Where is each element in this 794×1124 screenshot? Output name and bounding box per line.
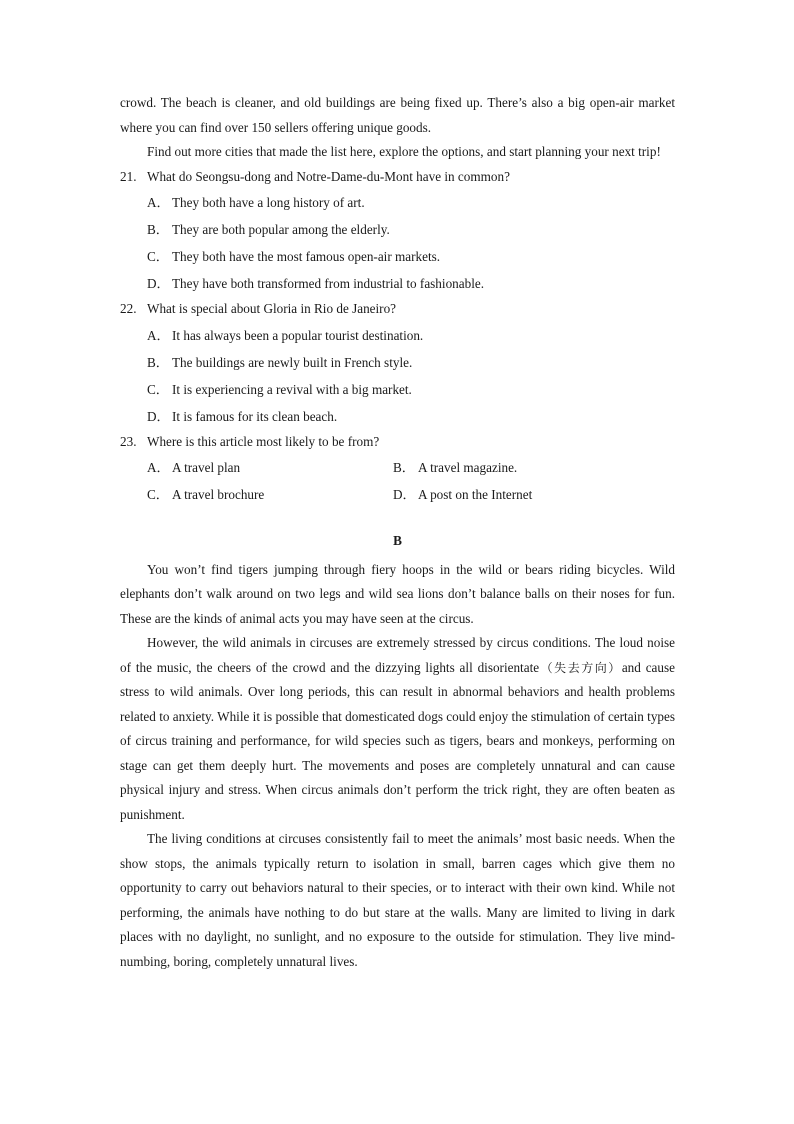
question-21 xyxy=(120,165,675,298)
intro-paragraph-2: Find out more cities that made the list here, explore the options, and start planning your next trip! xyxy=(147,144,661,159)
option-a xyxy=(120,322,675,349)
option-text: It is experiencing a revival with a big market. xyxy=(172,381,412,397)
chinese-gloss: （失去方向） xyxy=(539,660,622,675)
paragraph-text: However, the wild animals in circuses are extremely stressed by circus conditions. The loud noise of the music, the cheers of the crowd and the dizzying lights all disorientate xyxy=(120,635,675,675)
question-stem xyxy=(120,430,675,455)
passage-paragraph-2 xyxy=(120,631,675,827)
document-page xyxy=(120,91,675,974)
option-letter: A． xyxy=(147,327,170,343)
question-text: Where is this article most likely to be from? xyxy=(147,433,380,449)
option-letter: D． xyxy=(147,276,170,291)
option-letter: C． xyxy=(147,487,169,502)
option-letter: B． xyxy=(393,460,415,475)
option-a xyxy=(120,189,675,216)
intro-paragraph-1: crowd. The beach is cleaner, and old buildings are being fixed up. There’s also a big open-air market where you can find over 150 sellers offering unique goods. xyxy=(120,95,675,135)
question-text: What is special about Gloria in Rio de Janeiro? xyxy=(147,301,397,316)
option-text: It has always been a popular tourist destination. xyxy=(172,327,424,343)
option-d xyxy=(393,481,639,508)
option-letter: B． xyxy=(147,354,169,370)
option-text: It is famous for its clean beach. xyxy=(172,408,338,424)
option-text: They are both popular among the elderly. xyxy=(172,222,390,237)
option-letter: D． xyxy=(147,408,170,424)
option-text: They have both transformed from industrial to fashionable. xyxy=(172,276,485,291)
paragraph-text: and cause stress to wild animals. Over long periods, this can result in abnormal behaviors and health problems related to anxiety. While it is possible that domesticated dogs could enjoy the stimulation of certain types of circus training and performance, for wild species such as tigers, bears and monkeys, performing on stage can get them deeply hurt. The movements and poses are completely unnatural and can cause physical injury and stress. When circus animals don’t perform the trick right, they are often beaten as punishment. xyxy=(120,659,675,822)
option-text: A travel magazine. xyxy=(418,460,518,475)
section-heading: B xyxy=(393,533,402,548)
option-letter: A． xyxy=(147,195,170,210)
option-b xyxy=(120,349,675,376)
option-letter: A． xyxy=(147,460,170,475)
question-number: 21. xyxy=(120,168,137,184)
option-text: A travel plan xyxy=(172,460,241,475)
option-c xyxy=(147,481,393,508)
option-text: A travel brochure xyxy=(172,487,265,502)
question-stem xyxy=(120,165,675,190)
question-number: 23. xyxy=(120,433,137,449)
option-row xyxy=(120,454,675,481)
option-letter: D． xyxy=(393,487,416,502)
question-text: What do Seongsu-dong and Notre-Dame-du-Mont have in common? xyxy=(147,168,510,184)
option-text: A post on the Internet xyxy=(418,487,533,502)
option-text: They both have the most famous open-air markets. xyxy=(172,249,441,264)
option-c xyxy=(120,376,675,403)
passage-paragraph-1: You won’t find tigers jumping through fiery hoops in the wild or bears riding bicycles. Wild elephants don’t walk around on two legs and wild sea lions don’t balance balls on their noses for fun. These are the kinds of animal acts you may have seen at the circus. xyxy=(120,561,675,626)
option-d xyxy=(120,270,675,297)
option-text: The buildings are newly built in French style. xyxy=(172,354,413,370)
option-letter: B． xyxy=(147,222,169,237)
option-text: They both have a long history of art. xyxy=(172,195,365,210)
option-row xyxy=(120,481,675,508)
question-22 xyxy=(120,297,675,430)
option-b xyxy=(120,216,675,243)
passage-paragraph-3: The living conditions at circuses consistently fail to meet the animals’ most basic needs. When the show stops, the animals typically return to isolation in small, barren cages which give them no opportunity to carry out behaviors natural to their species, or to interact with their own kind. While not performing, the animals have nothing to do but stare at the walls. Many are limited to living in dark places with no daylight, no sunlight, and no exposure to the outside for stimulation. They live mind-numbing, boring, completely unnatural lives. xyxy=(120,831,675,969)
option-b xyxy=(393,454,639,481)
option-letter: C． xyxy=(147,381,169,397)
question-23 xyxy=(120,430,675,509)
option-a xyxy=(147,454,393,481)
question-stem xyxy=(120,297,675,322)
option-d xyxy=(120,403,675,430)
option-letter: C． xyxy=(147,249,169,264)
question-number: 22. xyxy=(120,301,137,316)
option-c xyxy=(120,243,675,270)
